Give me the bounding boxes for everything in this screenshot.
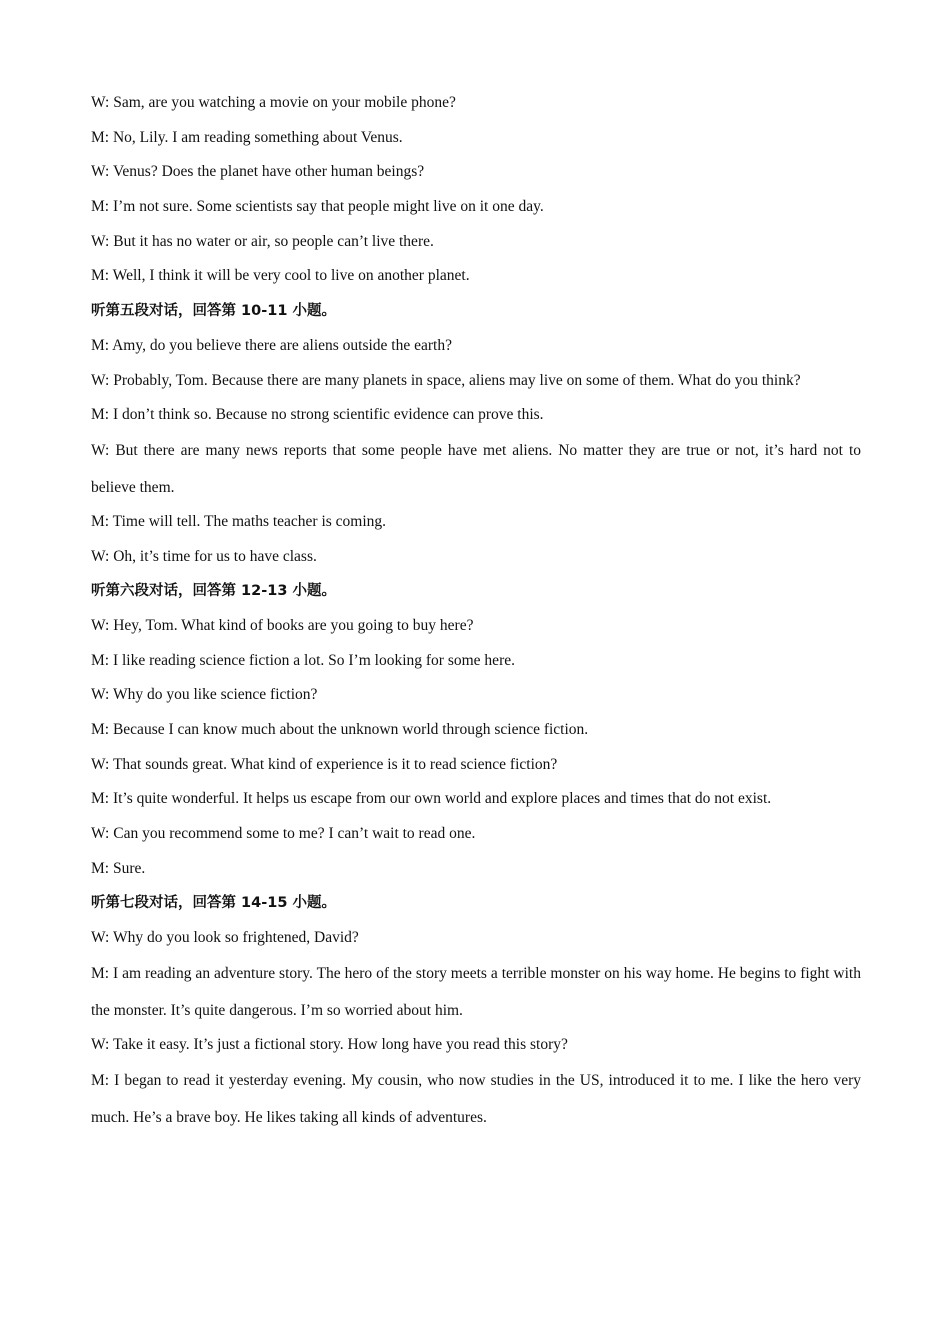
dialogue-line: W: Can you recommend some to me? I can’t wait to read one. xyxy=(91,825,476,843)
dialogue-line: W: Why do you like science fiction? xyxy=(91,686,318,704)
dialogue-line: M: I like reading science fiction a lot. So I’m looking for some here. xyxy=(91,651,515,669)
dialogue-line: W: That sounds great. What kind of experience is it to read science fiction? xyxy=(91,755,558,773)
dialogue-line: W: Oh, it’s time for us to have class. xyxy=(91,547,317,565)
dialogue-line: W: Sam, are you watching a movie on your mobile phone? xyxy=(91,94,456,111)
document-page xyxy=(91,91,861,1140)
dialogue-line: M: Amy, do you believe there are aliens outside the earth? xyxy=(91,336,452,354)
section-heading: 听第七段对话，回答第 14-15 小题。 xyxy=(91,895,336,912)
dialogue-line: W: Venus? Does the planet have other human beings? xyxy=(91,163,425,181)
dialogue-line: M: Well, I think it will be very cool to live on another planet. xyxy=(91,267,470,285)
dialogue-line: W: Why do you look so frightened, David? xyxy=(91,929,359,947)
dialogue-line: W: Probably, Tom. Because there are many planets in space, aliens may live on some of them. What do you think? xyxy=(91,371,801,389)
dialogue-line: M: No, Lily. I am reading something about Venus. xyxy=(91,128,403,146)
dialogue-line: M: I began to read it yesterday evening. My cousin, who now studies in the US, introduced it to me. I like the hero very much. He’s a brave boy. He likes taking all kinds of adventures. xyxy=(91,1071,861,1126)
dialogue-line: M: Sure. xyxy=(91,859,146,877)
dialogue-line: M: I don’t think so. Because no strong scientific evidence can prove this. xyxy=(91,406,544,424)
dialogue-line: M: I am reading an adventure story. The hero of the story meets a terrible monster on his way home. He begins to fight with the monster. It’s quite dangerous. I’m so worried about him. xyxy=(91,964,861,1019)
dialogue-line: W: Hey, Tom. What kind of books are you going to buy here? xyxy=(91,616,474,634)
dialogue-line: M: Because I can know much about the unknown world through science fiction. xyxy=(91,721,589,738)
dialogue-line: M: It’s quite wonderful. It helps us escape from our own world and explore places and times that do not exist. xyxy=(91,790,772,808)
dialogue-line: M: Time will tell. The maths teacher is coming. xyxy=(91,512,387,530)
dialogue-line: W: But it has no water or air, so people can’t live there. xyxy=(91,232,434,250)
dialogue-line: M: I’m not sure. Some scientists say that people might live on it one day. xyxy=(91,198,544,216)
section-heading: 听第六段对话，回答第 12-13 小题。 xyxy=(91,583,336,600)
section-heading: 听第五段对话，回答第 10-11 小题。 xyxy=(91,303,336,320)
dialogue-line: W: But there are many news reports that some people have met aliens. No matter they are true or not, it’s hard not to believe them. xyxy=(91,441,861,496)
dialogue-line: W: Take it easy. It’s just a fictional story. How long have you read this story? xyxy=(91,1035,568,1053)
